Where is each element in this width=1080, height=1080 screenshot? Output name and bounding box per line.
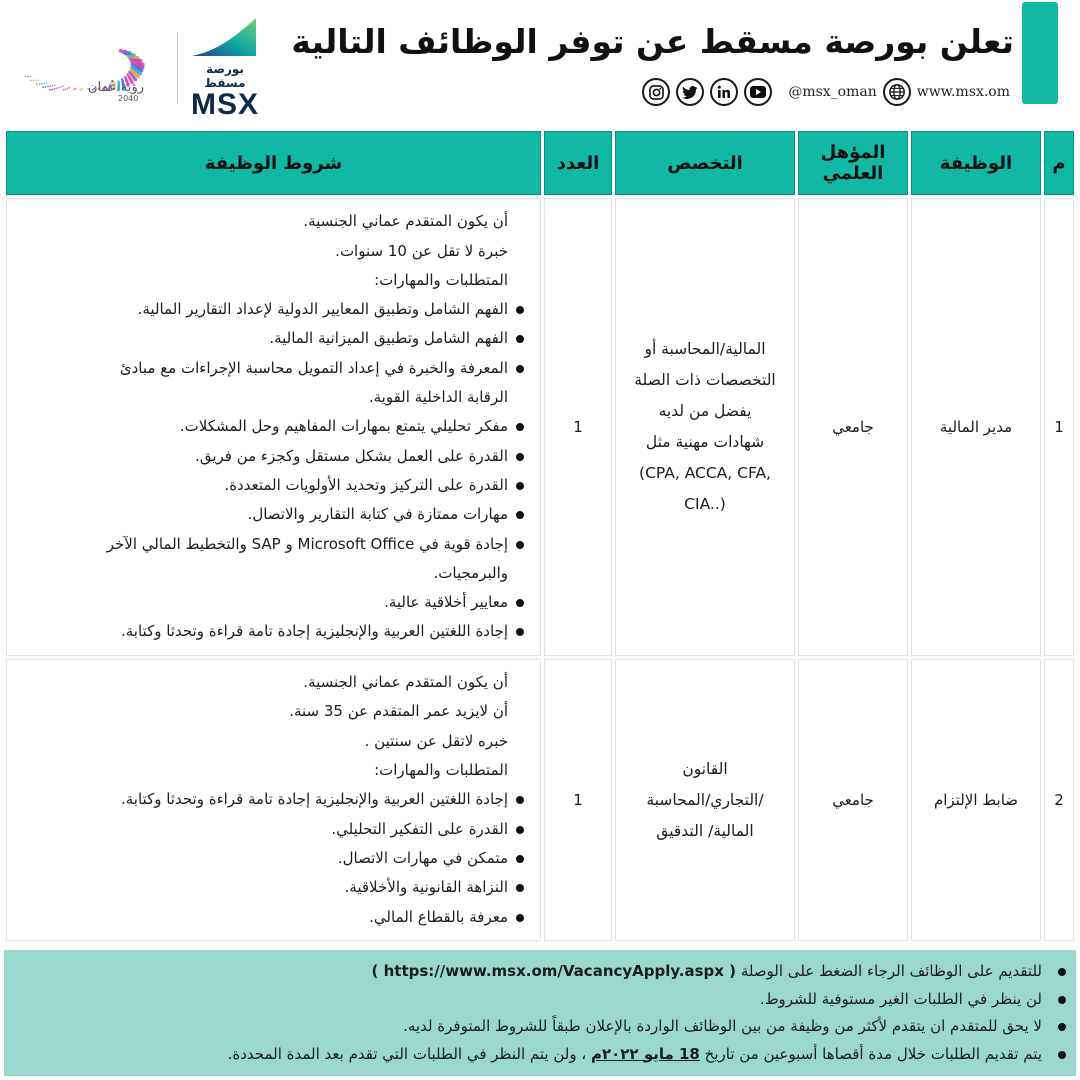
vision-logo-dot (138, 72, 142, 76)
spec-line: CIA..) (684, 495, 726, 513)
jobs-table (3, 128, 1077, 944)
vision-logo-dot (30, 80, 32, 82)
spec-line: التخصصات ذات الصلة (634, 371, 776, 389)
condition-bullet: مفكر تحليلي يتمتع بمهارات المفاهيم وحل المشكلات. (17, 412, 526, 441)
vision-logo-dot (45, 86, 47, 88)
condition-bullet: الفهم الشامل وتطبيق الميزانية المالية. (17, 324, 526, 353)
vision-logo-dot (79, 89, 81, 91)
vision-logo-dot (136, 75, 140, 79)
condition-continuation: الرقابة الداخلية القوية. (368, 388, 508, 407)
condition-continuation: والبرمجيات. (433, 563, 508, 582)
vision-logo-dot (63, 89, 65, 91)
row-specialization (615, 659, 795, 941)
header-count: العدد (544, 131, 612, 195)
condition-line: المتطلبات والمهارات: (374, 270, 508, 289)
social-handle[interactable]: @msx_oman (788, 84, 877, 100)
vision-logo-dot (54, 88, 56, 90)
table-row (6, 659, 1074, 941)
row-num: 2 (1044, 659, 1074, 941)
linkedin-icon[interactable] (710, 78, 738, 106)
vision-logo-dot (49, 89, 51, 91)
condition-bullet: معرفة بالقطاع المالي. (17, 903, 526, 932)
vision-logo-dot (81, 88, 83, 90)
condition-bullet: متمكن في مهارات الاتصال. (17, 844, 526, 873)
msx-english-name: MSX (190, 88, 259, 121)
row-num: 1 (1044, 198, 1074, 656)
vision-logo-dot (27, 76, 29, 78)
header-job: الوظيفة (911, 131, 1041, 195)
vision-logo-dot (47, 86, 49, 88)
condition-bullet: القدرة على التركيز وتحديد الأولويات المتعددة. (17, 471, 526, 500)
row-conditions (6, 198, 541, 656)
header-conditions: شروط الوظيفة (6, 131, 541, 195)
spec-line: المالية/ التدقيق (656, 821, 754, 840)
row-job: مدير المالية (911, 198, 1041, 656)
spec-line: /التجاري/المحاسبة (646, 790, 764, 809)
vision-logo-dot (43, 83, 45, 85)
condition-bullet: القدرة على العمل بشكل مستقل وكجزء من فريق. (17, 442, 526, 471)
page-title: تعلن بورصة مسقط عن توفر الوظائف التالية (291, 22, 1014, 61)
vision-logo-dot (51, 88, 53, 90)
spec-line: يفضل من لديه (658, 402, 752, 420)
note-deadline-text: يتم تقديم الطلبات خلال مدة أقصاها أسبوعين من تاريخ (704, 1044, 1042, 1063)
vision-logo-dot (52, 85, 54, 87)
vision-logo-dot (36, 83, 38, 85)
header-specialization: التخصص (615, 131, 795, 195)
vision-logo-dot (75, 88, 77, 90)
condition-line: خبره لاتقل عن سنتين . (364, 731, 508, 750)
vision-logo-dot (54, 84, 55, 85)
spec-line: المالية/المحاسبة أو (644, 340, 766, 358)
vision-logo-dot (38, 80, 39, 81)
vision-logo-dot (33, 80, 35, 82)
row-conditions (6, 659, 541, 941)
note-apply-text: للتقديم على الوظائف الرجاء الضغط على الوصلة (740, 962, 1042, 980)
row-count: 1 (544, 198, 612, 656)
vision-logo-dot (65, 88, 67, 90)
condition-line: المتطلبات والمهارات: (374, 761, 508, 780)
condition-bullet: إجادة قوية في Microsoft Office و SAP والتخطيط المالي الآخر (17, 530, 526, 559)
spec-line: القانون (682, 759, 728, 778)
vision-logo-dot (42, 86, 44, 88)
deadline-date: 18 مايو ٢٠٢٢م (590, 1044, 700, 1063)
msx-arabic-name: بورصة مسقط (204, 62, 246, 90)
condition-bullet: معايير أخلاقية عالية. (17, 588, 526, 617)
website-text[interactable]: www.msx.om (916, 84, 1010, 100)
condition-bullet: مهارات ممتازة في كتابة التقارير والاتصال. (17, 500, 526, 529)
condition-line: أن يكون المتقدم عماني الجنسية. (303, 212, 508, 231)
row-job: ضابط الإلتزام (911, 659, 1041, 941)
contact-bar (642, 78, 1010, 106)
spec-line: شهادات مهنية مثل (645, 433, 765, 451)
msx-logo (190, 16, 260, 121)
vision-arabic-name: رؤية عُمان (88, 80, 145, 95)
condition-line: أن يكون المتقدم عماني الجنسية. (303, 673, 508, 692)
vision-logo-dot (63, 86, 64, 87)
table-header-row (6, 131, 1074, 195)
condition-line: خبرة لا تقل عن 10 سنوات. (335, 241, 508, 260)
table-row (6, 198, 1074, 656)
header-qualification: المؤهل العلمي (798, 131, 908, 195)
twitter-icon[interactable] (676, 78, 704, 106)
msx-logo-mark (190, 16, 260, 60)
vision-logo-dot (46, 82, 47, 83)
notes-box (4, 950, 1076, 1076)
vision-year: 2040 (118, 94, 139, 103)
vision-logo-dot (35, 80, 37, 82)
youtube-icon[interactable] (744, 78, 772, 106)
row-specialization (615, 198, 795, 656)
note-deadline-tail: ، ولن يتم النظر في الطلبات التي تقدم بعد المدة المحددة. (227, 1044, 587, 1063)
row-count: 1 (544, 659, 612, 941)
condition-line: أن لايزيد عمر المتقدم عن 35 سنة. (289, 702, 508, 721)
apply-link[interactable]: ( https://www.msx.om/VacancyApply.aspx ) (371, 962, 737, 980)
vision-logo-dot (30, 76, 31, 77)
header-accent-bar (1022, 2, 1058, 104)
condition-bullet: المعرفة والخبرة في إعداد التمويل محاسبة الإجراءات مع مبادئ (17, 354, 526, 383)
logo-divider (177, 32, 178, 104)
condition-bullet: إجادة اللغتين العربية والإنجليزية إجادة تامة قراءة وتحدثا وكتابة. (17, 785, 526, 814)
condition-bullet: إجادة اللغتين العربية والإنجليزية إجادة تامة قراءة وتحدثا وكتابة. (17, 617, 526, 646)
vision-logo-dot (73, 89, 75, 91)
note-one-job: لا يحق للمتقدم ان يتقدم لأكثر من وظيفة من بين الوظائف الواردة بالإعلان طبقاً للشروط المتوفرة لديه. (12, 1013, 1046, 1041)
instagram-icon[interactable] (642, 78, 670, 106)
vision-logo-dot (56, 87, 58, 89)
vision-logo-dot (25, 76, 27, 78)
globe-icon[interactable] (883, 78, 911, 106)
condition-bullet: القدرة على التفكير التحليلي. (17, 815, 526, 844)
vision-logo-dot (38, 83, 40, 85)
note-deadline (12, 1041, 1046, 1069)
note-apply (12, 958, 1046, 986)
vision-logo-dot (50, 85, 52, 87)
vision-logo-dot (67, 88, 69, 90)
vision-logo-dot (41, 83, 43, 85)
vision-logo-dot (58, 87, 60, 89)
row-qualification: جامعي (798, 198, 908, 656)
condition-bullet: الفهم الشامل وتطبيق المعايير الدولية لإعداد التقارير المالية. (17, 295, 526, 324)
header-num: م (1044, 131, 1074, 195)
vision-logo-dot (60, 86, 62, 88)
row-qualification: جامعي (798, 659, 908, 941)
note-conditions: لن ينظر في الطلبات الغير مستوفية للشروط. (12, 986, 1046, 1014)
spec-line: (CPA, ACCA, CFA, (639, 464, 771, 482)
condition-bullet: النزاهة القانونية والأخلاقية. (17, 873, 526, 902)
vision-logo-dot (69, 87, 71, 89)
